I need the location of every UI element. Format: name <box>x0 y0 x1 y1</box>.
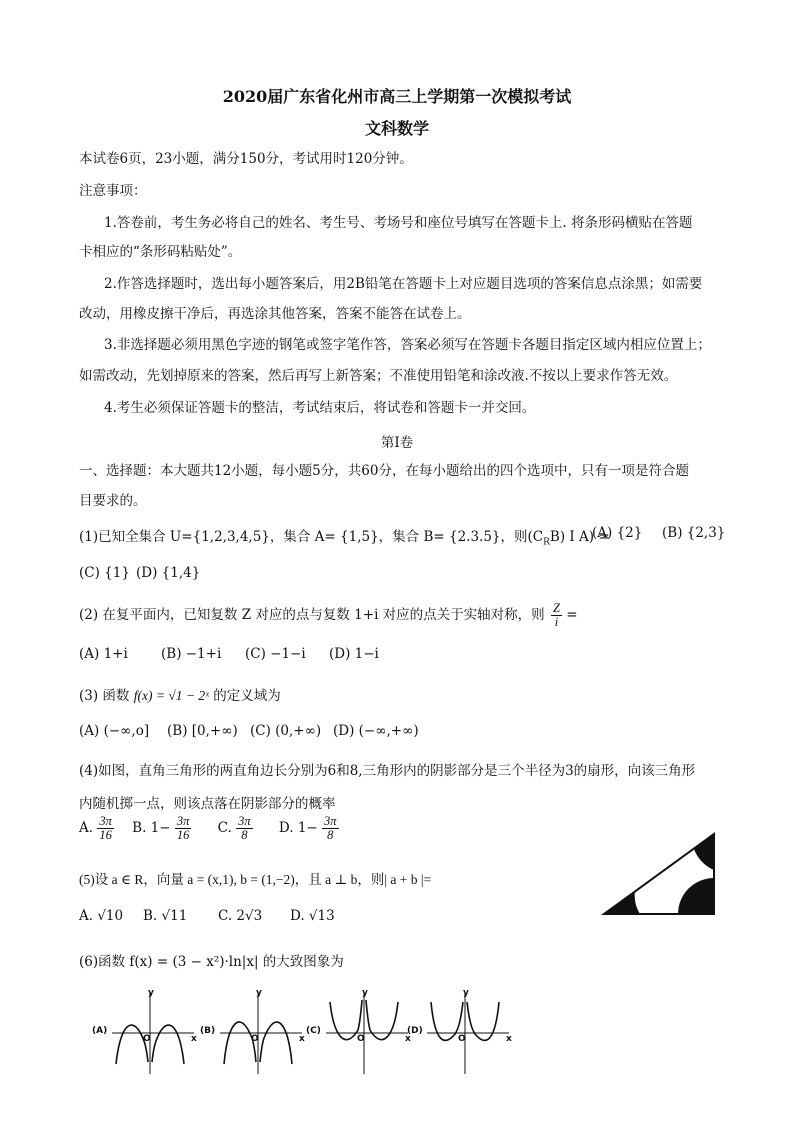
graph-b-x-label: x <box>299 1034 305 1044</box>
graph-a <box>92 988 197 1078</box>
exam-title: 2020届广东省化州市高三上学期第一次模拟考试 <box>222 87 572 106</box>
question-1-stem-tail: B) I A) = <box>549 529 610 545</box>
exam-subtitle: 文科数学 <box>364 119 429 138</box>
question-2-option-c: (C) −1−i <box>245 646 306 662</box>
question-4-option-a-label: A. <box>79 820 94 837</box>
graph-b-origin: O <box>251 1034 259 1044</box>
question-4-option-d-fraction <box>322 815 339 842</box>
question-4-option-c-fraction <box>236 815 253 842</box>
question-4-line-1: (4)如图，直角三角形的两直角边长分别为6和8,三角形内的阴影部分是三个半径为3的扇形，向该三角形 <box>79 763 696 779</box>
question-5-option-b: B. √11 <box>143 908 188 924</box>
question-4-option-c <box>218 815 253 842</box>
graph-a-origin: O <box>143 1034 151 1044</box>
question-2-option-a: (A) 1+i <box>79 646 128 662</box>
question-4-option-b-fraction <box>175 815 192 842</box>
intro-summary: 本试卷6页，23小题，满分150分，考试用时120分钟。 <box>79 151 413 167</box>
question-2-fraction <box>551 602 562 629</box>
part-one-instructions-line-2: 目要求的。 <box>79 493 147 509</box>
graph-d <box>407 988 512 1078</box>
graph-d-y-label: y <box>463 988 469 998</box>
question-1-option-c: (C) {1} <box>79 565 130 581</box>
question-3-stem-pre: (3) 函数 <box>79 688 130 704</box>
graph-a-plot <box>110 988 196 1078</box>
question-4-option-d-label: D. 1− <box>278 820 318 837</box>
question-5-option-c: C. 2√3 <box>218 908 263 924</box>
question-4-option-d <box>279 815 339 842</box>
question-1-option-b: (B) {2,3} <box>662 525 726 541</box>
question-5-stem: (5)设 a ∈ R，向量 a = (x,1), b = (1,−2)，且 a ⊥ b，则| a + b |= <box>79 872 432 887</box>
question-1-subscript: R <box>543 537 550 548</box>
graph-b-y-label: y <box>256 988 262 998</box>
question-6-stem: (6)函数 f(x) = (3 − x²)·ln|x| 的大致图象为 <box>79 954 344 970</box>
question-1-option-d: (D) {1,4} <box>136 565 201 581</box>
question-6-graphs <box>92 988 512 1078</box>
question-4-option-a-numerator: 3π <box>99 814 112 828</box>
question-3-option-d: (D) (−∞,+∞) <box>333 723 419 739</box>
question-3-function: f(x) = √1 − 2ˣ <box>133 688 209 703</box>
question-5-option-d: D. √13 <box>290 908 335 924</box>
question-4-option-b-numerator: 3π <box>176 814 190 828</box>
question-4-option-b-denominator: 16 <box>176 828 190 843</box>
question-3 <box>79 684 281 704</box>
question-2-option-d: (D) 1−i <box>329 646 379 662</box>
question-3-stem-post: 的定义域为 <box>213 688 281 704</box>
question-2-fraction-denominator: i <box>554 615 559 630</box>
note-1-line-2: 卡相应的“条形码粘贴处”。 <box>79 244 242 260</box>
graph-c-origin: O <box>357 1034 365 1044</box>
question-2-equals: = <box>566 607 578 624</box>
question-4-option-b <box>132 815 191 842</box>
question-4-option-c-numerator: 3π <box>238 814 251 828</box>
question-4-option-c-label: C. <box>217 820 232 837</box>
question-4-option-d-numerator: 3π <box>324 814 337 828</box>
note-4: 4.考生必须保证答题卡的整洁，考试结束后，将试卷和答题卡一并交回。 <box>104 400 536 416</box>
graph-d-origin: O <box>458 1034 466 1044</box>
graph-c-x-label: x <box>405 1034 411 1044</box>
question-1-stem: (1)已知全集合 U={1,2,3,4,5}，集合 A= {1,5}，集合 B= {2.3.5}，则(C <box>79 529 544 545</box>
graph-a-label: (A) <box>92 1026 108 1036</box>
graph-d-plot <box>425 988 511 1078</box>
graph-c-y-label: y <box>362 988 368 998</box>
graph-a-y-label: y <box>148 988 154 998</box>
question-5-option-a: A. √10 <box>79 908 124 924</box>
graph-d-label: (D) <box>407 1026 423 1036</box>
volume-heading: 第Ⅰ卷 <box>380 435 414 451</box>
note-3-line-2: 如需改动，先划掉原来的答案，然后再写上新答案；不准使用铅笔和涂改液.不按以上要求作答无效。 <box>79 368 678 384</box>
question-4-option-b-label: B. 1− <box>132 820 171 837</box>
question-2 <box>79 602 578 629</box>
question-4-line-2: 内随机掷一点，则该点落在阴影部分的概率 <box>79 796 336 812</box>
question-4-option-a-fraction <box>97 815 114 842</box>
graph-a-x-label: x <box>191 1034 197 1044</box>
question-4-option-d-denominator: 8 <box>327 828 334 843</box>
question-1 <box>79 525 610 548</box>
question-2-stem: (2) 在复平面内，已知复数 Z 对应的点与复数 1+i 对应的点关于实轴对称，则 <box>79 607 545 624</box>
question-1-option-a: (A) {2} <box>592 525 643 541</box>
question-3-option-b: (B) [0,+∞) <box>167 723 238 739</box>
graph-c-plot <box>324 988 410 1078</box>
triangle-figure <box>600 826 720 921</box>
graph-d-x-label: x <box>506 1034 512 1044</box>
graph-b-label: (B) <box>200 1026 216 1036</box>
note-3-line-1: 3.非选择题必须用黑色字迹的钢笔或签字笔作答，答案必须写在答题卡各题目指定区域内相应位置上； <box>104 337 711 353</box>
question-3-option-c: (C) (0,+∞) <box>250 723 322 739</box>
question-4-option-a <box>79 815 114 842</box>
note-2-line-1: 2.作答选择题时，选出每小题答案后，用2B铅笔在答题卡上对应题目选项的答案信息点涂黑；如需要 <box>104 276 703 292</box>
graph-c-label: (C) <box>306 1026 321 1036</box>
question-2-fraction-numerator: Z <box>552 601 560 615</box>
note-1-line-1: 1.答卷前，考生务必将自己的姓名、考生号、考场号和座位号填写在答题卡上. 将条形码横贴在答题 <box>104 215 693 231</box>
part-one-instructions-line-1: 一、选择题：本大题共12小题，每小题5分，共60分，在每小题给出的四个选项中，只有一项是符合题 <box>79 463 689 479</box>
graph-b <box>200 988 305 1078</box>
graph-b-plot <box>218 988 304 1078</box>
question-4-options <box>79 815 339 842</box>
graph-c <box>306 988 411 1078</box>
question-4-option-c-denominator: 8 <box>241 828 248 843</box>
note-2-line-2: 改动，用橡皮擦干净后，再选涂其他答案，答案不能答在试卷上。 <box>79 306 471 322</box>
question-4-option-a-denominator: 16 <box>99 828 112 843</box>
notes-heading: 注意事项： <box>79 183 147 199</box>
question-2-option-b: (B) −1+i <box>161 646 222 662</box>
question-3-option-a: (A) (−∞,o] <box>79 723 150 739</box>
